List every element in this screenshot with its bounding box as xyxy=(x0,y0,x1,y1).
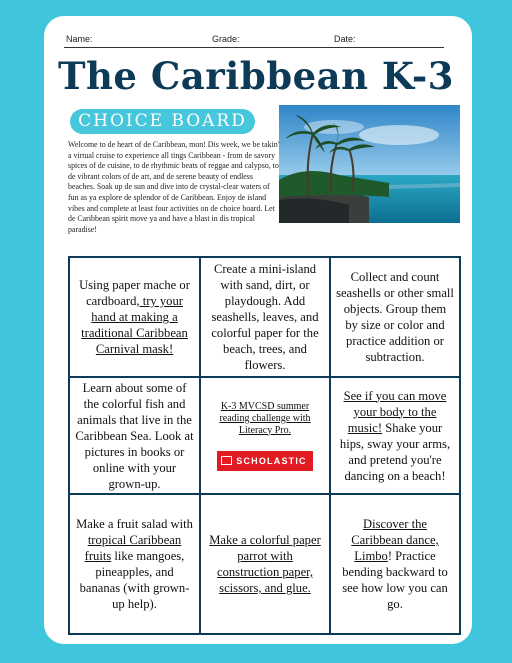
activity-move-to-music xyxy=(330,377,460,494)
date-label: Date: xyxy=(334,34,356,44)
limbo-link[interactable]: Discover the Caribbean dance, Limbo xyxy=(351,517,439,563)
activity-text: Collect and count seashells or other small objects. Group them by size or color and practice addition or subtraction. xyxy=(336,270,454,364)
activity-fruit-salad xyxy=(69,494,200,634)
activity-mini-island xyxy=(200,257,330,377)
literacy-pro-link[interactable]: K-3 MVCSD summer reading challenge with Literacy Pro. xyxy=(219,400,311,436)
name-label: Name: xyxy=(66,34,93,44)
carnival-mask-link[interactable]: try your hand at making a traditional Caribbean Carnival mask! xyxy=(81,294,188,356)
beach-palm-photo xyxy=(279,105,460,223)
choice-board-grid xyxy=(68,256,461,635)
book-icon xyxy=(221,456,232,465)
activity-text: Make a fruit salad with xyxy=(76,517,193,531)
activity-text: Using paper mache or cardboard, xyxy=(79,278,190,308)
name-grade-date-row xyxy=(64,34,444,48)
worksheet-page xyxy=(44,16,472,644)
activity-text: Learn about some of the colorful fish and animals that live in the Caribbean Sea. Look at pictures in books or online with your grown-up. xyxy=(75,380,194,491)
activity-paper-parrot xyxy=(200,494,330,634)
activity-summer-reading xyxy=(200,377,330,494)
page-title: The Caribbean K-3 xyxy=(58,54,454,98)
tropical-fruits-link[interactable]: tropical Caribbean fruits xyxy=(84,533,182,563)
grade-label: Grade: xyxy=(212,34,240,44)
activity-carnival-mask xyxy=(69,257,200,377)
paper-parrot-link[interactable]: Make a colorful paper parrot with construction paper, scissors, and glue. xyxy=(209,533,321,595)
intro-paragraph: Welcome to de heart of de Caribbean, mon! Dis week, we be takin' a virtual cruise to experience all tings Caribbean - from de savory spices of de cuisine, to de rhythmic beats of reggae and calypso, to de vibrant colors of de art, and de serene beauty of endless beaches. Soak up de sun and dive into de crystal-clear waters of fun as ya explore de splendor of de Caribbean. Enjoy de island vibes and complete at least four activities on de choice board. Let de Caribbean spirit move ya and have a blast in dis tropical paradise! xyxy=(68,140,280,234)
music-link[interactable]: See if you can move your body to the music! xyxy=(343,388,447,435)
activity-text: Shake your hips, sway your arms, and pretend you're dancing on a beach! xyxy=(339,420,451,483)
activity-fish-animals xyxy=(69,377,200,494)
activity-text: Create a mini-island with sand, dirt, or playdough. Add seashells, leaves, and colorful paper for the beach, trees, and flowers. xyxy=(211,262,319,372)
choice-board-badge: CHOICE BOARD xyxy=(70,109,255,134)
scholastic-logo xyxy=(217,451,313,471)
scholastic-logo-text: SCHOLASTIC xyxy=(236,455,307,466)
activity-text-end: like mangoes, pineapples, and bananas (with grown-up help). xyxy=(79,549,190,611)
activity-text: ! Practice bending backward to see how low you can go. xyxy=(342,549,448,611)
activity-seashells-counting xyxy=(330,257,460,377)
activity-limbo xyxy=(330,494,460,634)
